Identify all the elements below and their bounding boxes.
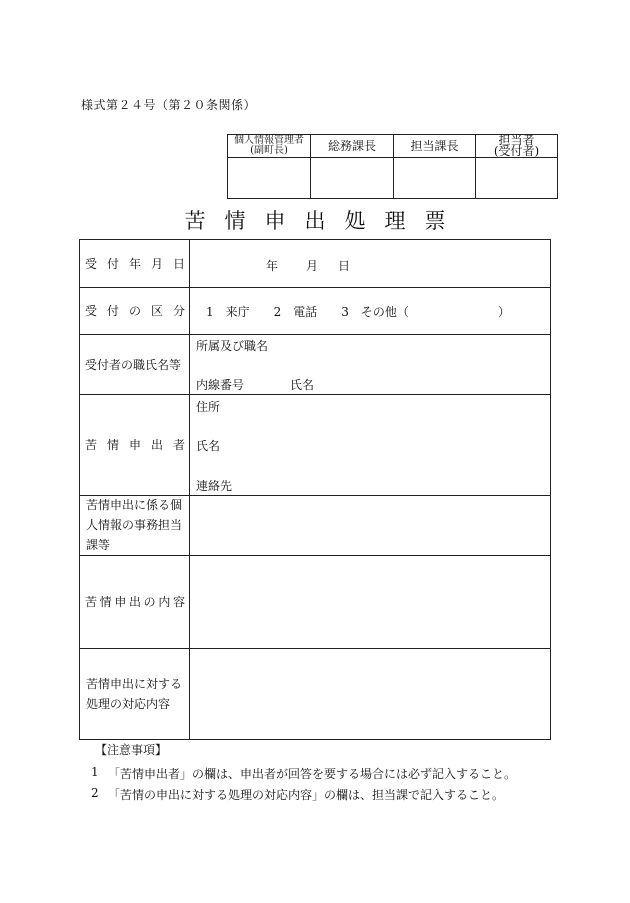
approval-col-staff (475, 135, 557, 198)
approval-header-privacy-manager (228, 135, 310, 158)
complainant-address: 住所 (196, 400, 221, 414)
approval-header-line2: (副町長) (250, 145, 288, 156)
reception-category-options: 1 来庁 2 電話 3 その他（ (206, 305, 409, 319)
approval-col-privacy-manager (228, 135, 310, 198)
label-line: 苦情申出に係る個 (86, 498, 183, 512)
receiver-name: 氏名 (290, 378, 315, 392)
reception-date-label: 受付年月日 (85, 257, 185, 271)
form-title: 苦情申出処理票 (184, 209, 465, 233)
label-line: 苦情申出に対する (86, 676, 183, 691)
label-line: 処理の対応内容 (86, 696, 171, 711)
date-day-unit: 日 (338, 259, 351, 273)
note-1-number: 1 (91, 765, 99, 779)
complaint-table (79, 239, 551, 740)
receiver-info-label: 受付者の職氏名等 (85, 357, 182, 372)
approval-header-section-chief: 担当課長 (394, 135, 475, 158)
approval-stamp-box (227, 134, 558, 199)
approval-col-general-affairs (310, 135, 393, 198)
note-2-text: 「苦情の申出に対する処理の対応内容」の欄は、担当課で記入すること。 (108, 788, 505, 802)
note-2-number: 2 (91, 786, 99, 800)
receiver-dept-title: 所属及び職名 (196, 339, 269, 353)
approval-header-staff (476, 135, 557, 158)
complainant-label: 苦情申出者 (85, 438, 185, 452)
date-month-unit: 月 (306, 259, 319, 273)
column-divider (189, 240, 190, 739)
responsible-section-label (80, 495, 189, 555)
notes-title: 【注意事項】 (95, 743, 168, 757)
approval-header-line2: (受付者) (493, 144, 540, 158)
approval-header-general-affairs: 総務課長 (311, 135, 393, 158)
form-number: 様式第２４号（第２０条関係） (81, 98, 257, 112)
complaint-content-label: 苦情申出の内容 (85, 595, 185, 609)
note-1-text: 「苦情申出者」の欄は、申出者が回答を要する場合には必ず記入すること。 (108, 767, 517, 781)
date-year-unit: 年 (266, 259, 279, 273)
label-line: 人情報の事務担当 (86, 518, 183, 532)
reception-category-close: ） (498, 305, 511, 319)
approval-header-line1: 担当者 (498, 133, 535, 147)
complainant-contact: 連絡先 (196, 479, 233, 493)
complainant-name: 氏名 (196, 439, 221, 453)
receiver-extension: 内線番号 (196, 378, 245, 392)
reception-category-label: 受付の区分 (85, 304, 185, 318)
label-line: 課等 (86, 538, 111, 552)
response-content-label (80, 648, 189, 739)
approval-col-section-chief (393, 135, 475, 198)
approval-header-line1: 個人情報管理者 (234, 135, 304, 146)
